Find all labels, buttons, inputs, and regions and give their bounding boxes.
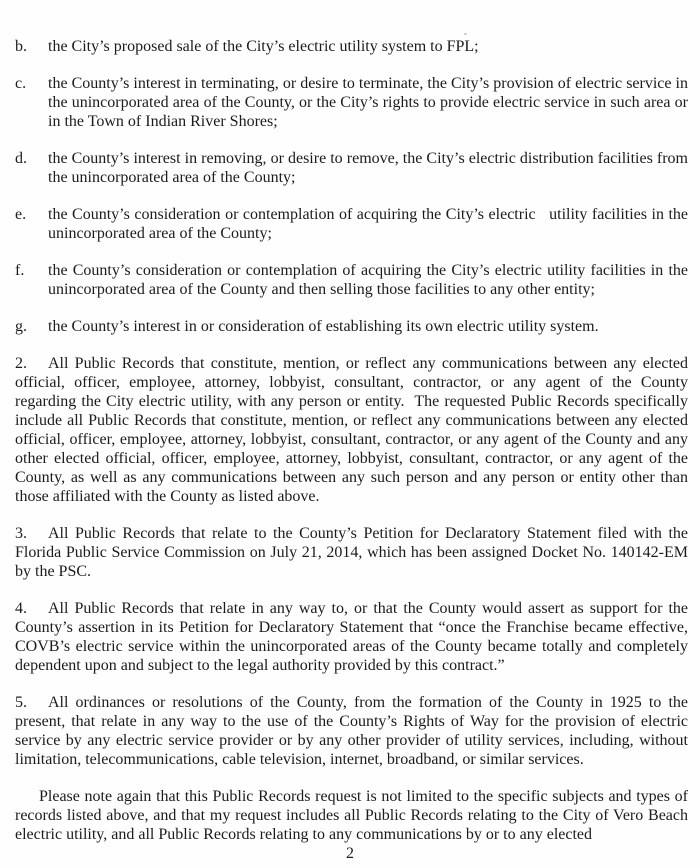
paragraph-number: 3. bbox=[15, 525, 27, 542]
numbered-paragraph-4 bbox=[15, 599, 688, 675]
scan-artifact-speck bbox=[464, 33, 467, 35]
lettered-item-b bbox=[15, 37, 688, 56]
item-text: the City’s proposed sale of the City’s electric utility system to FPL; bbox=[48, 38, 479, 55]
lettered-item-c bbox=[15, 74, 688, 131]
item-letter: b. bbox=[15, 38, 27, 55]
item-text: the County’s consideration or contemplation of acquiring the City’s electric utility facilities in the unincorporated area of the County and then selling those facilities to any other entity; bbox=[48, 262, 688, 298]
item-text: the County’s interest in removing, or desire to remove, the City’s electric distribution facilities from the unincorporated area of the County; bbox=[48, 150, 688, 186]
page-number: 2 bbox=[346, 845, 354, 862]
paragraph-text: All Public Records that relate in any way to, or that the County would assert as support for the County’s assertion in its Petition for Declaratory Statement that “once the Franchise became effective, COVB’s electric service within the unincorporated areas of the County became totally and completely dependent upon and subject to the legal authority provided by this contract.” bbox=[15, 600, 688, 674]
item-letter: d. bbox=[15, 150, 27, 167]
paragraph-number: 5. bbox=[15, 694, 27, 711]
item-letter: c. bbox=[15, 75, 27, 92]
item-letter: g. bbox=[15, 318, 27, 335]
lettered-item-g bbox=[15, 317, 688, 336]
closing-paragraph: Please note again that this Public Records request is not limited to the specific subjects and types of records listed above, and that my request includes all Public Records relating to the City of Vero Beach electric utility, and all Public Records relating to any communications by or to any elected bbox=[15, 788, 688, 843]
lettered-item-d bbox=[15, 149, 688, 187]
item-text: the County’s consideration or contemplation of acquiring the City’s electric utility facilities in the unincorporated area of the County; bbox=[48, 206, 688, 242]
numbered-paragraph-3 bbox=[15, 524, 688, 581]
item-text: the County’s interest in or consideration of establishing its own electric utility system. bbox=[48, 318, 599, 335]
lettered-item-e bbox=[15, 205, 688, 243]
lettered-item-f bbox=[15, 261, 688, 299]
paragraph-number: 4. bbox=[15, 600, 27, 617]
paragraph-text: All Public Records that relate to the County’s Petition for Declaratory Statement filed with the Florida Public Service Commission on July 21, 2014, which has been assigned Docket No. 140142-EM by the PSC. bbox=[15, 525, 688, 580]
paragraph-text: All ordinances or resolutions of the County, from the formation of the County in 1925 to the present, that relate in any way to the use of the County’s Rights of Way for the provision of electric service by any electric service provider or by any other provider of utility services, including, without limitation, telecommunications, cable television, internet, broadband, or similar services. bbox=[15, 694, 688, 768]
paragraph-text: All Public Records that constitute, mention, or reflect any communications between any elected official, officer, employee, attorney, lobbyist, consultant, contractor, or any agent of the County regarding the City electric utility, with any person or entity. The requested Public Records specifically include all Public Records that constitute, mention, or reflect any communications between any elected official, officer, employee, attorney, lobbyist, consultant, contractor, or any agent of the County and any other elected official, officer, employee, attorney, lobbyist, consultant, contractor, or any agent of the County, as well as any communications between any such person and any person or entity other than those affiliated with the County as listed above. bbox=[15, 355, 688, 505]
numbered-paragraph-5 bbox=[15, 693, 688, 769]
paragraph-number: 2. bbox=[15, 355, 27, 372]
numbered-paragraph-2 bbox=[15, 354, 688, 506]
item-letter: f. bbox=[15, 262, 25, 279]
item-text: the County’s interest in terminating, or desire to terminate, the City’s provision of electric service in the unincorporated area of the County, or the City’s rights to provide electric service in such area or in the Town of Indian River Shores; bbox=[48, 75, 688, 130]
item-letter: e. bbox=[15, 206, 27, 223]
